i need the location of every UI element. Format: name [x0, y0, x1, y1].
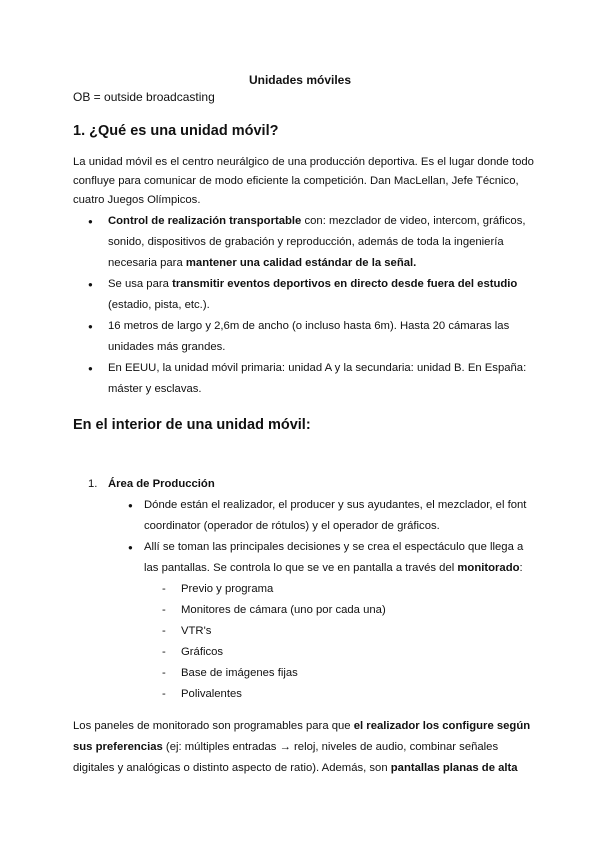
list-item: - Monitores de cámara (uno por cada una)	[144, 600, 535, 621]
bullet-text: Se usa para	[108, 278, 173, 290]
bullet-bold-text: monitorado	[457, 562, 520, 574]
bullet-text: Allí se toman las principales decisiones y se crea el espectáculo que llega a las pantallas. Se controla lo que se ve en pantalla a través del	[144, 541, 524, 574]
bullet-text: 16 metros de largo y 2,6m de ancho (o incluso hasta 6m). Hasta 20 cámaras las unidades más grandes.	[108, 320, 510, 353]
bullet-text: con: mezclador de video, intercom, gráficos, sonido, dispositivos de grabación y reproducción, además de toda la ingeniería necesaria para	[108, 215, 526, 269]
section-1-heading: 1. ¿Qué es una unidad móvil?	[73, 123, 279, 139]
list-item	[73, 211, 535, 274]
list-item	[73, 495, 535, 537]
bullet-bold-text: mantener una calidad estándar de la señal.	[185, 257, 417, 269]
section-2-heading: En el interior de una unidad móvil:	[73, 417, 311, 433]
section-1-bullet-list	[73, 211, 535, 400]
item-number: 1.	[88, 478, 98, 490]
document-title: Unidades móviles	[248, 73, 352, 87]
bullet-text: En EEUU, la unidad móvil primaria: unidad A y la secundaria: unidad B. En España: máster y esclavas.	[108, 362, 527, 395]
list-item: - Gráficos	[144, 642, 535, 663]
list-item: - Polivalentes	[144, 684, 535, 705]
bullet-bold-text: Control de realización transportable	[108, 215, 302, 227]
numbered-item	[73, 474, 535, 495]
list-item	[73, 537, 535, 705]
document-subtitle: OB = outside broadcasting	[73, 90, 215, 104]
paragraph-bold-text: pantallas planas de alta	[390, 762, 518, 774]
bullet-bold-text: transmitir eventos deportivos en directo desde fuera del estudio	[172, 278, 518, 290]
production-area-section	[73, 474, 535, 700]
bullet-text: Dónde están el realizador, el producer y sus ayudantes, el mezclador, el font coordinator (operador de rótulos) y el operador de gráficos.	[144, 499, 527, 532]
list-item	[73, 274, 535, 316]
list-item: - Base de imágenes fijas	[144, 663, 535, 684]
area-bullet-list	[73, 495, 535, 705]
bullet-text: :	[519, 562, 523, 574]
area-title: Área de Producción	[108, 478, 215, 490]
list-item: - Previo y programa	[144, 579, 535, 600]
list-item: - VTR's	[144, 621, 535, 642]
list-item	[73, 316, 535, 358]
paragraph-text: Los paneles de monitorado son programables para que	[73, 720, 354, 732]
paragraph-bold-text: el realizador los configure según sus preferencias	[73, 720, 531, 753]
monitor-list	[144, 579, 535, 705]
list-item	[73, 358, 535, 400]
monitor-panels-paragraph	[73, 716, 535, 779]
paragraph-text: (ej: múltiples entradas → reloj, niveles de audio, combinar señales digitales y analógicas o distinto aspecto de ratio). Además, son	[73, 741, 499, 774]
intro-paragraph: La unidad móvil es el centro neurálgico de una producción deportiva. Es el lugar donde todo confluye para comunicar de modo eficiente la competición. Dan MacLellan, Jefe Técnico, cuatro Juegos Olímpicos.	[73, 156, 534, 206]
bullet-text: (estadio, pista, etc.).	[108, 299, 210, 311]
